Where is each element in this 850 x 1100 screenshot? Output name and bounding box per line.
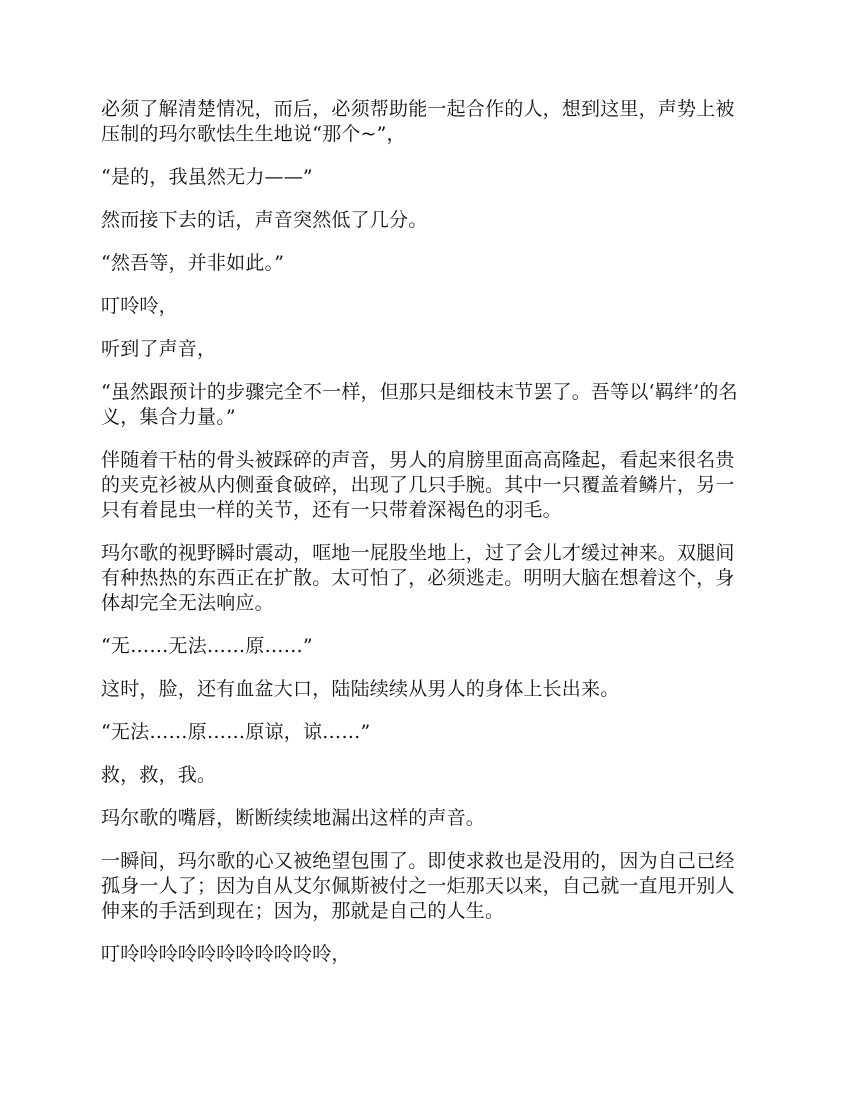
paragraph: 一瞬间，玛尔歌的心又被绝望包围了。即使求救也是没用的，因为自己已经孤身一人了；因为自从艾尔佩斯被付之一炬那天以来，自己就一直甩开别人伸来的手活到现在；因为，那就是自己的人生。 — [101, 850, 735, 922]
paragraph: 伴随着干枯的骨头被踩碎的声音，男人的肩膀里面高高隆起，看起来很名贵的夹克衫被从内侧蚕食破碎，出现了几只手腕。其中一只覆盖着鳞片，另一只有着昆虫一样的关节，还有一只带着深褐色的羽毛。 — [101, 449, 735, 521]
paragraph: 玛尔歌的嘴唇，断断续续地漏出这样的声音。 — [101, 807, 486, 829]
document-page — [101, 97, 751, 985]
paragraph: “然吾等，并非如此。” — [101, 252, 285, 274]
paragraph: 必须了解清楚情况，而后，必须帮助能一起合作的人，想到这里，声势上被压制的玛尔歌怯生生地说“那个~”， — [101, 98, 735, 145]
paragraph: 救，救，我。 — [101, 764, 217, 786]
paragraph: “无……无法……原……” — [101, 635, 313, 657]
paragraph: 这时，脸，还有血盆大口，陆陆续续从男人的身体上长出来。 — [101, 678, 620, 700]
paragraph: 叮呤呤， — [101, 295, 178, 317]
paragraph: “无法……原……原谅，谅……” — [101, 721, 371, 743]
paragraph: 然而接下去的话，声音突然低了几分。 — [101, 209, 428, 231]
paragraph: “是的，我虽然无力——” — [101, 166, 313, 188]
paragraph: 听到了声音， — [101, 338, 217, 360]
paragraph: 玛尔歌的视野瞬时震动，哐地一屁股坐地上，过了会儿才缓过神来。双腿间有种热热的东西正在扩散。太可怕了，必须逃走。明明大脑在想着这个，身体却完全无法响应。 — [101, 542, 735, 614]
paragraph: “虽然跟预计的步骤完全不一样，但那只是细枝末节罢了。吾等以‘羁绊’的名义，集合力量。” — [101, 381, 738, 428]
paragraph: 叮呤呤呤呤呤呤呤呤呤呤呤， — [101, 943, 351, 965]
